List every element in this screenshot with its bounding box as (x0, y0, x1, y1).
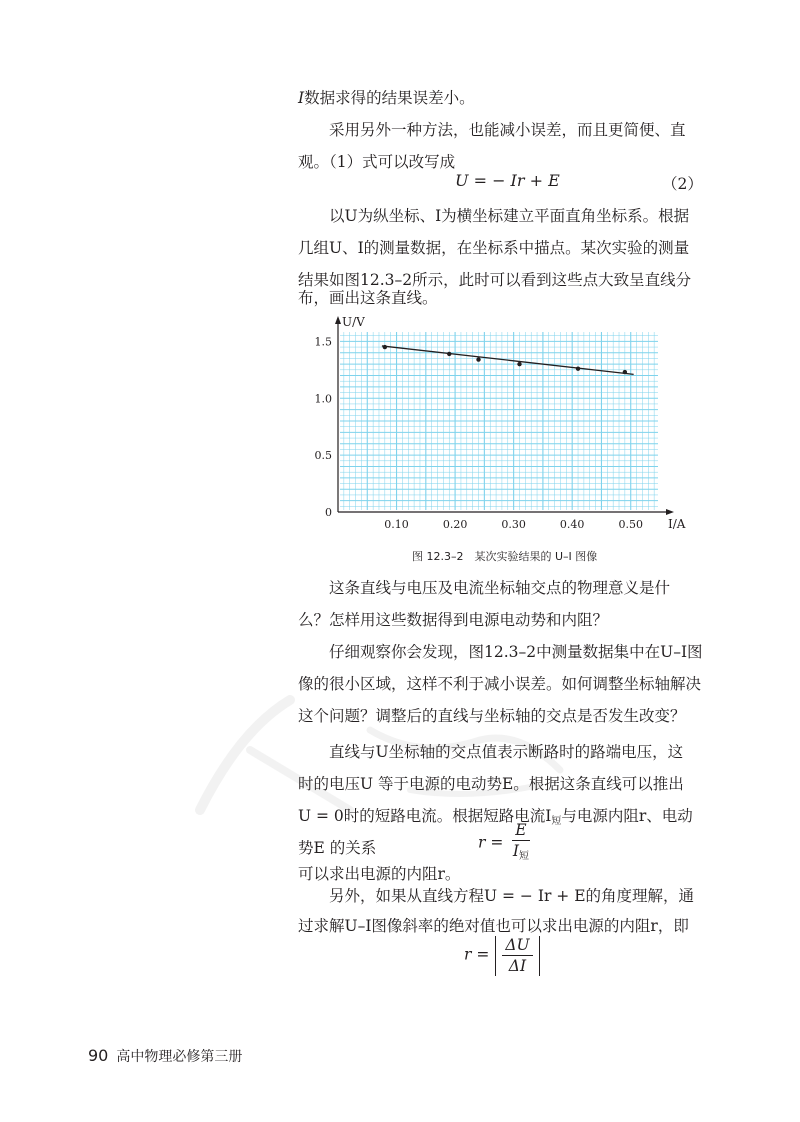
data-point (623, 370, 627, 374)
text-line-19: 过求解U–I图像斜率的绝对值也可以求出电源的内阻r，即 (298, 917, 689, 935)
book-title: 高中物理必修第三册 (116, 1049, 243, 1065)
text-line-10: 仔细观察你会发现，图12.3–2中测量数据集中在U–I图 (329, 643, 703, 661)
data-point (383, 345, 387, 349)
y-tick-label: 0 (325, 506, 332, 519)
data-point (476, 357, 480, 361)
text-line-3: 观。（1）式可以改写成 (298, 153, 456, 171)
text-line-6: 结果如图12.3–2所示，此时可以看到这些点大致呈直线分 (298, 271, 692, 289)
text-line-7: 布，画出这条直线。 (298, 289, 438, 307)
y-axis-arrow (335, 316, 341, 324)
x-tick-label: 0.20 (442, 518, 468, 531)
text-line-14: 时的电压U 等于电源的电动势E。根据这条直线可以推出 (298, 775, 684, 793)
x-tick-label: 0.10 (384, 518, 409, 531)
data-point (576, 366, 580, 370)
page-footer (88, 1046, 242, 1066)
text-line-5: 几组U、I的测量数据，在坐标系中描点。某次实验的测量 (298, 239, 690, 257)
figure-caption: 图 12.3–2 某次实验结果的 U–I 图像 (412, 550, 598, 563)
x-axis-arrow (666, 509, 674, 515)
text-line-4: 以U为纵坐标、I为横坐标建立平面直角坐标系。根据 (329, 207, 690, 225)
u-i-chart (300, 308, 700, 538)
y-tick-label: 0.5 (314, 449, 332, 463)
text-line-18: 另外，如果从直线方程U = − Ir + E的角度理解，通 (329, 887, 695, 905)
y-tick-label: 1.5 (314, 335, 332, 349)
text-line-15: U = 0时的短路电流。根据短路电流$I_短$与电源内阻r、电动 (298, 807, 693, 827)
text-line-1: I数据求得的结果误差小。 (298, 89, 475, 107)
text-line-16: 势E 的关系 (298, 839, 377, 857)
y-tick-label: 1.0 (314, 392, 332, 406)
x-axis-label: I/A (668, 517, 686, 531)
x-tick-label: 0.50 (618, 518, 643, 531)
data-point (447, 352, 451, 356)
equation-3: r = $\frac{E}{I_短}$ (478, 821, 529, 862)
x-tick-label: 0.30 (501, 518, 526, 531)
text-line-9: 么？怎样用这些数据得到电源电动势和内阻？ (298, 611, 609, 629)
page-number: 90 (88, 1046, 109, 1065)
text-line-13: 直线与U坐标轴的交点值表示断路时的路端电压，这 (329, 743, 684, 761)
text-line-12: 这个问题？调整后的直线与坐标轴的交点是否发生改变？ (298, 707, 686, 725)
equation-4: r = $\frac{\Delta U}{\Delta I}$ (464, 935, 546, 976)
text-line-17: 可以求出电源的内阻r。 (298, 865, 461, 883)
text-line-8: 这条直线与电压及电流坐标轴交点的物理意义是什 (329, 579, 671, 597)
equation-2-number: （2） (662, 175, 703, 193)
equation-2: U = − Ir + E (455, 171, 560, 190)
text-line-11: 像的很小区域，这样不利于减小误差。如何调整坐标轴解决 (298, 675, 702, 693)
y-axis-label: U/V (342, 315, 365, 329)
x-tick-label: 0.40 (559, 518, 585, 531)
data-point (517, 362, 521, 366)
text-line-2: 采用另外一种方法，也能减小误差，而且更简便、直 (329, 121, 686, 139)
